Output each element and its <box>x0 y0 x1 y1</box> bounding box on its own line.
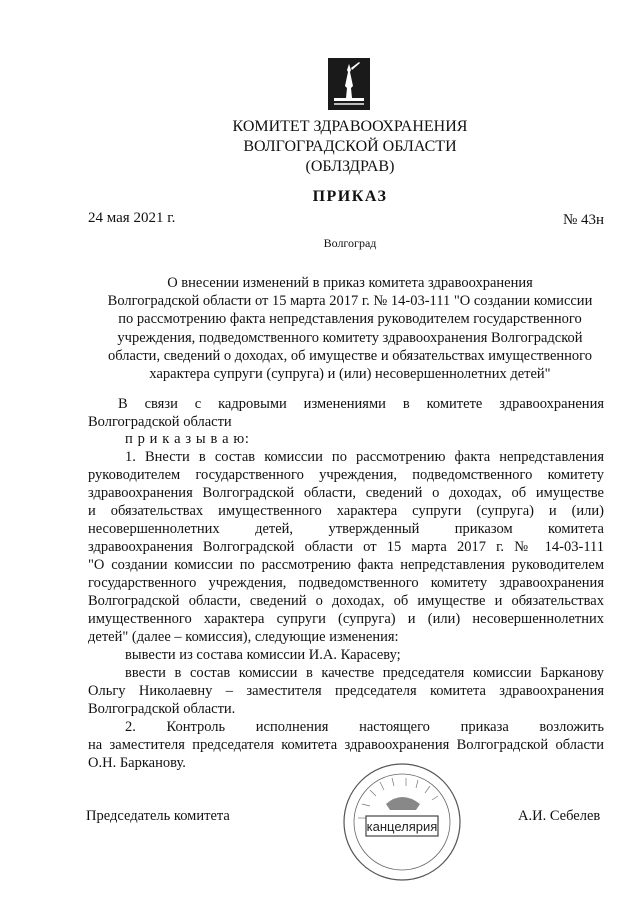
subject-line: О внесении изменений в приказ комитета здравоохранения <box>167 275 533 291</box>
paragraph-1-line: Волгоградской области, сведений о доходах, об имуществе и обязательствах <box>88 593 604 609</box>
add-member-line: Ольгу Николаевну – заместителя председателя комитета здравоохранения <box>88 683 604 699</box>
subject-line: Волгоградской области от 15 марта 2017 г. № 14-03-111 "О создании комиссии <box>107 293 593 310</box>
add-member-line: ввести в состав комиссии в качестве председателя комиссии Барканову <box>125 665 604 681</box>
signatory-position: Председатель комитета <box>86 808 230 824</box>
paragraph-1-line: 1. Внести в состав комиссии по рассмотрению факта непредставления <box>125 449 604 465</box>
document-title: ПРИКАЗ <box>312 188 388 205</box>
organization-name <box>0 117 640 177</box>
document-subject <box>0 274 640 383</box>
paragraph-1-line: "О создании комиссии по рассмотрению факта непредставления руководителем <box>88 557 604 573</box>
paragraph-1-line: здравоохранения Волгоградской области от 15 марта 2017 г. № 14-03-111 <box>88 539 604 555</box>
org-line-2: ВОЛГОГРАДСКОЙ ОБЛАСТИ <box>243 138 457 155</box>
document-date: 24 мая 2021 г. <box>88 210 176 226</box>
order-word: п р и к а з ы в а ю: <box>125 431 250 447</box>
subject-line: учреждения, подведомственного комитету здравоохранения Волгоградской <box>117 329 583 346</box>
paragraph-2-line: на заместителя председателя комитета здравоохранения Волгоградской области <box>88 737 604 753</box>
paragraph-1-line: несовершеннолетних детей, утвержденный приказом комитета <box>88 521 604 537</box>
intro-line: Волгоградской области <box>88 414 232 430</box>
subject-line: области, сведений о доходах, об имуществе и обязательствах имущественного <box>107 347 593 364</box>
paragraph-1-line: детей" (далее – комиссия), следующие изменения: <box>88 629 399 645</box>
office-stamp <box>340 760 464 884</box>
org-line-3: (ОБЛЗДРАВ) <box>305 158 395 175</box>
signatory-name: А.И. Себелев <box>518 808 601 824</box>
document-city: Волгоград <box>323 236 377 250</box>
paragraph-1-line: руководителем государственного учреждения, подведомственного комитету <box>88 467 604 483</box>
remove-member-line: вывести из состава комиссии И.А. Карасеву; <box>125 647 401 663</box>
intro-line: В связи с кадровыми изменениями в комитете здравоохранения <box>118 396 604 412</box>
paragraph-1-line: имущественного характера супруги (супруга) и (или) несовершеннолетних <box>88 611 604 627</box>
subject-line: по рассмотрению факта непредставления руководителем государственного <box>118 311 582 328</box>
paragraph-1-line: здравоохранения Волгоградской области, сведений о доходах, об имуществе <box>88 485 604 501</box>
volgograd-emblem-icon <box>328 58 370 110</box>
add-member-line: Волгоградской области. <box>88 701 236 717</box>
paragraph-1-line: государственного учреждения, подведомственного комитету здравоохранения <box>88 575 604 591</box>
document-number: № 43н <box>563 212 605 228</box>
paragraph-2-line: О.Н. Барканову. <box>88 755 186 771</box>
subject-line: характера супруги (супруга) и (или) несовершеннолетних детей" <box>149 366 551 383</box>
paragraph-2-line: 2. Контроль исполнения настоящего приказа возложить <box>125 719 604 735</box>
stamp-label: канцелярия <box>366 819 438 834</box>
paragraph-1-line: и обязательствах имущественного характера супруги (супруга) и (или) <box>88 503 604 519</box>
org-line-1: КОМИТЕТ ЗДРАВООХРАНЕНИЯ <box>232 118 468 135</box>
